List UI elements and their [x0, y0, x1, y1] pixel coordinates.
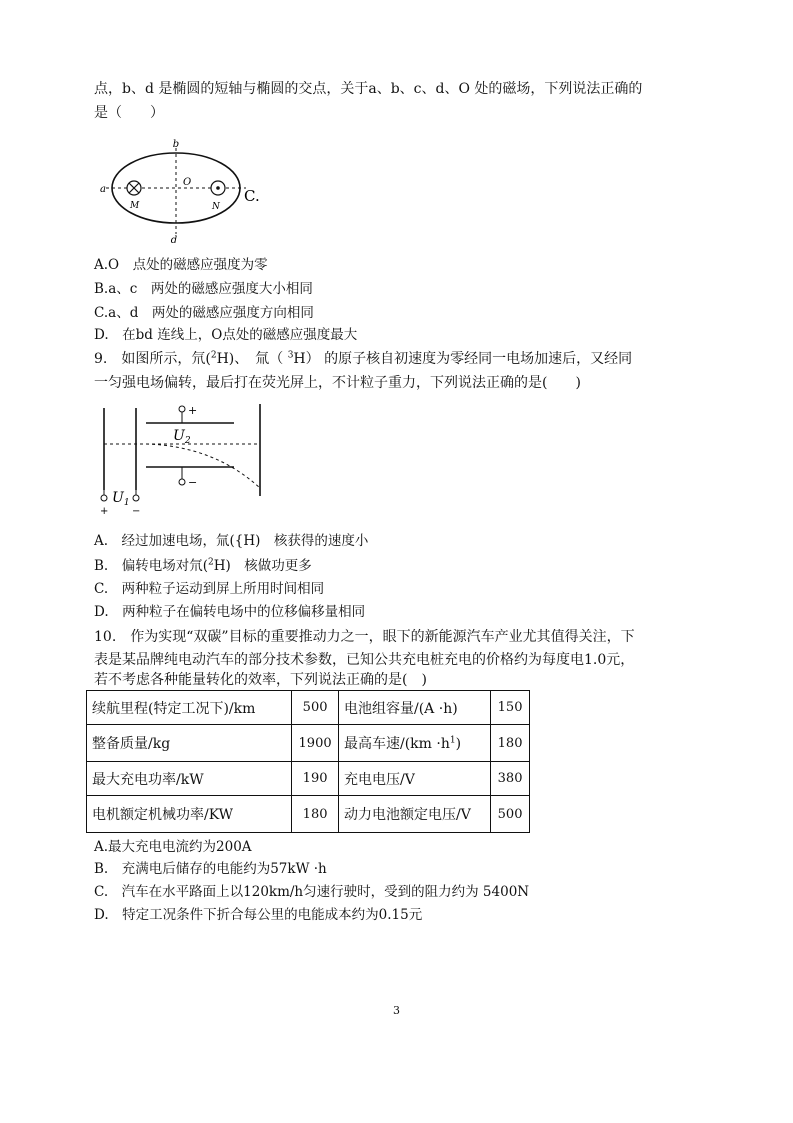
table-cell-value: 150 [491, 691, 530, 725]
label-c: C. [244, 187, 260, 205]
label-plus-left: + [100, 506, 109, 516]
table-row [87, 725, 530, 762]
label-minus-bottom: − [188, 476, 198, 489]
q8-ellipse-figure [94, 138, 274, 248]
q9-option-c: C. 两种粒子运动到屏上所用时间相同 [94, 581, 325, 597]
label-u1: $U_1$ [112, 490, 130, 508]
table-row [87, 691, 530, 725]
label-o: O [183, 177, 192, 188]
page-number: 3 [393, 1004, 400, 1017]
table-cell-value: 190 [292, 762, 339, 796]
label-b: b [172, 139, 180, 150]
bottom-terminal [179, 479, 185, 485]
u1-right-terminal [133, 495, 139, 501]
wire-into-page-icon [127, 181, 141, 195]
q9-deflection-figure [94, 398, 274, 516]
q8-stem-line1: 点，b、d 是椭圆的短轴与椭圆的交点，关于a、b、c、d、O 处的磁场，下列说法正确的 [94, 81, 643, 97]
table-cell-value: 500 [292, 691, 339, 725]
q10-stem-line3: 若不考虑各种能量转化的效率，下列说法正确的是( ) [94, 672, 427, 688]
q8-option-b: B.a、c 两处的磁感应强度大小相同 [94, 281, 313, 297]
table-cell-label: 电机额定机械功率/KW [87, 796, 292, 833]
table-cell-label: 续航里程(特定工况下)/km [87, 691, 292, 725]
table-cell-value: 180 [292, 796, 339, 833]
u1-left-terminal [101, 495, 107, 501]
q8-option-a: A.O 点处的磁感应强度为零 [94, 257, 268, 273]
top-terminal [179, 406, 185, 412]
table-cell-label: 最高车速$/(km \cdot h^1)$ [339, 725, 491, 762]
label-m: M [130, 201, 140, 211]
label-n: N [212, 202, 220, 212]
q9-option-d: D. 两种粒子在偏转电场中的位移偏移量相同 [94, 604, 366, 620]
label-d: d [170, 235, 178, 246]
table-cell-label: 最大充电功率/kW [87, 762, 292, 796]
table-row [87, 796, 530, 833]
table-cell-value: 380 [491, 762, 530, 796]
label-u2: $U_2$ [173, 428, 191, 446]
wire-out-of-page-icon [211, 181, 225, 195]
q10-stem-line1: 10. 作为实现“双碳”目标的重要推动力之一，眼下的新能源汽车产业尤其值得关注，下 [94, 629, 635, 645]
q9-stem-line2: 一匀强电场偏转，最后打在荧光屏上，不计粒子重力，下列说法正确的是( ) [94, 375, 581, 391]
table-row [87, 762, 530, 796]
q8-option-d: D. 在bd 连线上，O点处的磁感应强度最大 [94, 327, 358, 343]
q9-option-a: A. 经过加速电场，氚({H) 核获得的速度小 [94, 533, 369, 549]
particle-trajectory [146, 444, 260, 488]
q10-option-b: B. 充满电后储存的电能约为57kW ·h [94, 861, 327, 877]
table-cell-value: 500 [491, 796, 530, 833]
table-cell-value: 1900 [292, 725, 339, 762]
table-cell-label: 整备质量/kg [87, 725, 292, 762]
q10-option-d: D. 特定工况条件下折合每公里的电能成本约为0.15元 [94, 907, 423, 923]
label-a: a [100, 184, 106, 195]
label-minus-left: − [132, 506, 141, 516]
q8-stem-line2: 是（ ） [94, 105, 164, 121]
q9-option-b: B. 偏转电场对氘($^2$H) 核做功更多 [94, 557, 312, 574]
q10-spec-table [86, 690, 530, 833]
q8-option-c: C.a、d 两处的磁感应强度方向相同 [94, 305, 314, 321]
table-cell-label: 电池组容量/(A ·h) [339, 691, 491, 725]
table-cell-label: 充电电压/V [339, 762, 491, 796]
table-cell-value: 180 [491, 725, 530, 762]
q10-option-a: A.最大充电电流约为200A [94, 839, 252, 855]
q10-stem-line2: 表是某品牌纯电动汽车的部分技术参数，已知公共充电桩充电的价格约为每度电1.0元， [94, 652, 635, 668]
label-plus-top: + [188, 404, 198, 417]
q10-option-c: C. 汽车在水平路面上以120km/h匀速行驶时，受到的阻力约为 5400N [94, 884, 530, 900]
table-cell-label: 动力电池额定电压/V [339, 796, 491, 833]
q9-stem-line1: 9. 如图所示，氘($^2$H)、 氚（ $^3$H） 的原子核自初速度为零经同一电场加速后，又经同 [94, 350, 633, 367]
